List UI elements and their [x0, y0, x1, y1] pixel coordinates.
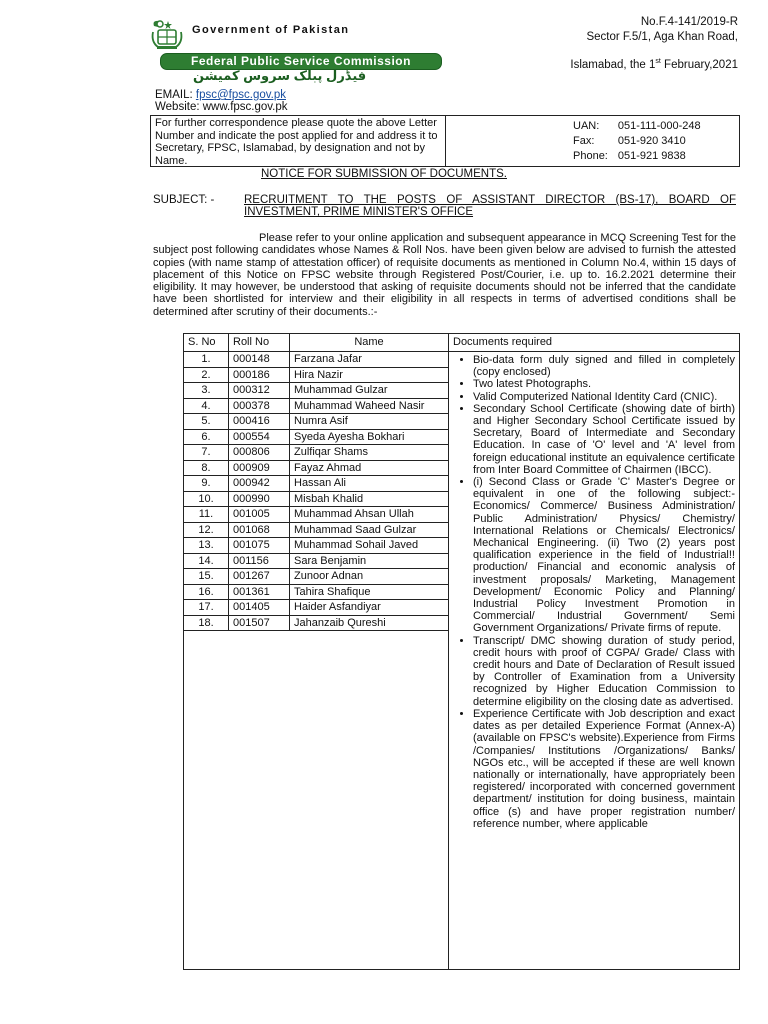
roll-number-cell: 001267 [229, 569, 290, 585]
roll-number-cell: 000554 [229, 429, 290, 445]
contact-row [573, 120, 709, 133]
serial-number-cell: 18. [184, 615, 229, 631]
email-line [155, 89, 286, 101]
empty-cell [184, 631, 449, 970]
candidate-name-cell: Muhammad Sohail Javed [290, 538, 449, 554]
serial-number-cell: 17. [184, 600, 229, 616]
contact-label: Fax: [573, 135, 595, 147]
candidate-name-cell: Misbah Khalid [290, 491, 449, 507]
place-date-prefix: Islamabad, the 1 [570, 58, 656, 71]
date-superscript: st [655, 58, 661, 65]
candidate-name-cell: Farzana Jafar [290, 352, 449, 368]
reference-address: Sector F.5/1, Aga Khan Road, [586, 31, 738, 43]
roll-number-cell: 000186 [229, 367, 290, 383]
commission-banner: Federal Public Service Commission [160, 53, 442, 70]
serial-number-cell: 7. [184, 445, 229, 461]
candidate-name-cell: Muhammad Gulzar [290, 383, 449, 399]
contact-row [573, 150, 709, 163]
notice-title: NOTICE FOR SUBMISSION OF DOCUMENTS. [261, 168, 507, 180]
candidate-name-cell: Muhammad Ahsan Ullah [290, 507, 449, 523]
document-item: • Bio-data form duly signed and filled in completely (copy enclosed) [473, 354, 735, 378]
candidate-name-cell: Fayaz Ahmad [290, 460, 449, 476]
roll-number-cell: 001075 [229, 538, 290, 554]
subject-text: RECRUITMENT TO THE POSTS OF ASSISTANT DIRECTOR (BS-17), BOARD OF INVESTMENT, PRIME MINISTER'S OFFICE [244, 194, 736, 218]
commission-urdu-title: فیڈرل پبلک سروس کمیشن [193, 68, 367, 83]
candidate-name-cell: Sara Benjamin [290, 553, 449, 569]
serial-number-cell: 12. [184, 522, 229, 538]
place-date-suffix: February,2021 [660, 58, 738, 71]
contact-label: Phone: [573, 150, 608, 162]
email-label: EMAIL: [155, 89, 196, 101]
serial-number-cell: 5. [184, 414, 229, 430]
candidate-name-cell: Numra Asif [290, 414, 449, 430]
header-roll: Roll No [229, 334, 290, 352]
candidate-name-cell: Hira Nazir [290, 367, 449, 383]
documents-list [453, 354, 735, 830]
serial-number-cell: 6. [184, 429, 229, 445]
header-name: Name [290, 334, 449, 352]
serial-number-cell: 9. [184, 476, 229, 492]
body-paragraph: Please refer to your online application and subsequent appearance in MCQ Screening Test for the subject post following candidates whose Names & Roll Nos. have been given below are advised to furnish the attested copies (with name stamp of attestation officer) of requisite documents as mentioned in Column No.4, within 15 days of placement of this Notice on FPSC website through Registered Post/Courier, i.e. up to. 16.2.2021 determine their eligibility. It may however, be understood that asking of requisite documents should not be inferred that the candidate have been shortlisted for interview and their eligibility in all respects in terms of advertised conditions shall be determined after scrutiny of their documents.:- [153, 232, 736, 318]
roll-number-cell: 001068 [229, 522, 290, 538]
reference-block [586, 15, 738, 45]
contact-value: 051-921 9838 [617, 150, 686, 162]
candidate-name-cell: Tahira Shafique [290, 584, 449, 600]
contact-label: UAN: [573, 120, 600, 132]
contact-value: 051-111-000-248 [617, 120, 701, 132]
serial-number-cell: 1. [184, 352, 229, 368]
roll-number-cell: 000909 [229, 460, 290, 476]
roll-number-cell: 000378 [229, 398, 290, 414]
serial-number-cell: 4. [184, 398, 229, 414]
roll-number-cell: 001507 [229, 615, 290, 631]
document-item: • Experience Certificate with Job description and exact dates as per detailed Experience Format (Annex-A) (available on FPSC's website).Experience from Firms /Companies/ Institutions /Organizations/ Banks/ NGOs etc., will be accepted if these are well known nationally or internationally, have appropriately been registered/ incorporated with concerned government department/ institution for doing business, maintain office (s) and have proper registration number/ reference number, where applicable [473, 708, 735, 830]
serial-number-cell: 11. [184, 507, 229, 523]
candidate-name-cell: Jahanzaib Qureshi [290, 615, 449, 631]
roll-number-cell: 000416 [229, 414, 290, 430]
documents-required-cell [449, 352, 740, 970]
document-item: • Two latest Photographs. [473, 378, 735, 390]
table-row [184, 352, 740, 368]
contact-value: 051-920 3410 [617, 135, 686, 147]
contact-row [573, 135, 709, 148]
candidate-name-cell: Hassan Ali [290, 476, 449, 492]
header-sno: S. No [184, 334, 229, 352]
serial-number-cell: 13. [184, 538, 229, 554]
candidate-name-cell: Haider Asfandiyar [290, 600, 449, 616]
serial-number-cell: 3. [184, 383, 229, 399]
roll-number-cell: 001361 [229, 584, 290, 600]
correspondence-note: For further correspondence please quote the above Letter Number and indicate the post applied for and address it to Secretary, FPSC, Islamabad, by designation and not by Name. [151, 116, 446, 166]
candidate-name-cell: Zulfiqar Shams [290, 445, 449, 461]
document-item: • Valid Computerized National Identity Card (CNIC). [473, 391, 735, 403]
government-title: Government of Pakistan [192, 24, 350, 36]
roll-number-cell: 001005 [229, 507, 290, 523]
subject-label: SUBJECT: - [153, 194, 215, 206]
serial-number-cell: 2. [184, 367, 229, 383]
candidate-name-cell: Zunoor Adnan [290, 569, 449, 585]
roll-number-cell: 001405 [229, 600, 290, 616]
serial-number-cell: 8. [184, 460, 229, 476]
reference-number: No.F.4-141/2019-R [640, 16, 738, 28]
roll-number-cell: 000312 [229, 383, 290, 399]
serial-number-cell: 10. [184, 491, 229, 507]
roll-number-cell: 000148 [229, 352, 290, 368]
serial-number-cell: 16. [184, 584, 229, 600]
candidate-name-cell: Muhammad Waheed Nasir [290, 398, 449, 414]
roll-number-cell: 000806 [229, 445, 290, 461]
roll-number-cell: 001156 [229, 553, 290, 569]
document-item: • (i) Second Class or Grade 'C' Master's Degree or equivalent in one of the following subject:- Economics/ Commerce/ Business Administration/ Public Administration/ Physics/ Chemistry/ International Relations or Chemicals/ Electronics/ Mechanical Engineering. (ii) Two (2) years post qualification experience in the field of Industrial!! production/ Financial and economic analysis of investment proposals/ Marketing, Management Development/ Economic Policy and Planning/ Industrial Policy Investment Promotion in Commercial/ Industrial Government/ Semi Government Organizations/ Private firms of repute. [473, 476, 735, 635]
roll-number-cell: 000990 [229, 491, 290, 507]
candidate-name-cell: Syeda Ayesha Bokhari [290, 429, 449, 445]
document-item: • Secondary School Certificate (showing date of birth) and Higher Secondary School Certificate issued by Secretary, Board of Intermediate and Secondary Education. In case of 'O' level and 'A' level from foreign educational institute an equivalence certificate from Inter Board Committee of Chairmen (IBCC). [473, 403, 735, 476]
candidate-name-cell: Muhammad Saad Gulzar [290, 522, 449, 538]
roll-number-cell: 000942 [229, 476, 290, 492]
serial-number-cell: 15. [184, 569, 229, 585]
website-line: Website: www.fpsc.gov.pk [155, 101, 288, 113]
contact-table [571, 118, 711, 165]
government-emblem-icon [150, 18, 184, 50]
candidates-table [183, 333, 740, 970]
correspondence-box [150, 115, 740, 167]
email-link[interactable]: fpsc@fpsc.gov.pk [195, 89, 286, 101]
place-date [570, 58, 738, 71]
document-item: • Transcript/ DMC showing duration of study period, credit hours with proof of CGPA/ Grade/ Class with credit hours and Date of Declaration of Result issued by Controller of Examination from a University recognized by Higher Education Commission to determine eligibility on the closing date as advertised. [473, 635, 735, 708]
serial-number-cell: 14. [184, 553, 229, 569]
table-header-row [184, 334, 740, 352]
header-documents: Documents required [449, 334, 740, 352]
